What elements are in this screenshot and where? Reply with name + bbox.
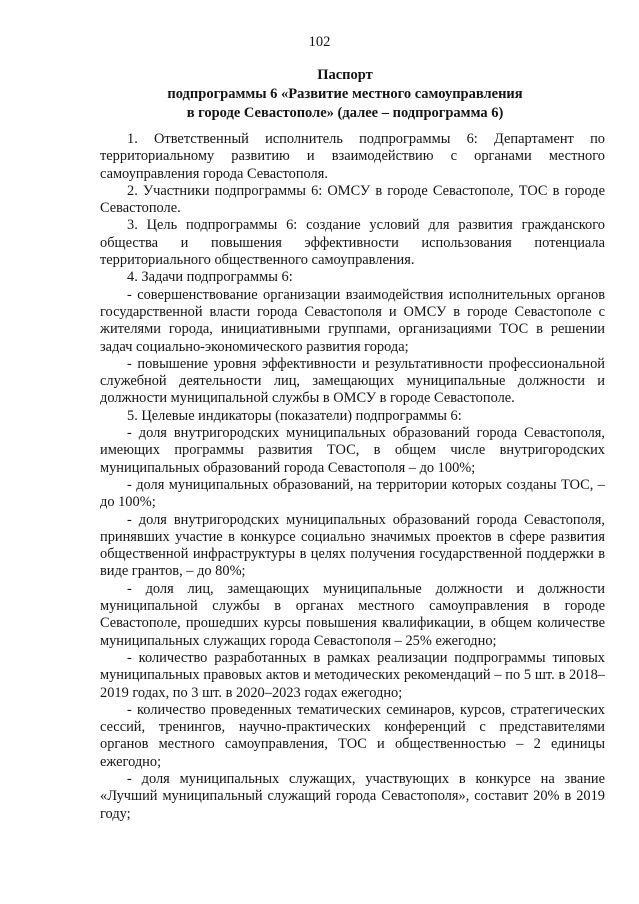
paragraph-responsible-executor: 1. Ответственный исполнитель подпрограммы 6: Департамент по территориальному развитию и взаимодействию с органами местного самоуправления города Севастополя. bbox=[100, 131, 605, 182]
paragraph-participants: 2. Участники подпрограммы 6: ОМСУ в городе Севастополе, ТОС в городе Севастополе. bbox=[100, 182, 605, 217]
paragraph-task-1: - совершенствование организации взаимодействия исполнительных органов государственной власти города Севастополя и ОМСУ в городе Севастополе с жителями города, инициативными группами, организациями ТОС в решении задач социально-экономического развития города; bbox=[100, 286, 605, 355]
title-line-2: подпрограммы 6 «Развитие местного самоуправления bbox=[167, 86, 523, 102]
page-number: 102 bbox=[308, 34, 331, 50]
paragraph-indicators-heading: 5. Целевые индикаторы (показатели) подпрограммы 6: bbox=[127, 407, 462, 424]
paragraph-indicator-1: - доля внутригородских муниципальных образований города Севастополя, имеющих программы развития ТОС, в общем числе внутригородских муниципальных образований города Севастополя – до 100%; bbox=[100, 425, 605, 476]
paragraph-tasks-heading: 4. Задачи подпрограммы 6: bbox=[127, 269, 293, 286]
paragraph-indicator-4: - доля лиц, замещающих муниципальные должности и должности муниципальной службы в органах местного самоуправления в городе Севастополе, прошедших курсы повышения квалификации, в общем количестве муниципальных служащих города Севастополя – 25% ежегодно; bbox=[100, 580, 605, 649]
paragraph-indicator-2: - доля муниципальных образований, на территории которых созданы ТОС, – до 100%; bbox=[100, 476, 605, 511]
paragraph-task-2: - повышение уровня эффективности и результативности профессиональной служебной деятельности лиц, замещающих муниципальные должности и должности муниципальной службы в ОМСУ в городе Севастополе. bbox=[100, 355, 605, 407]
paragraph-indicator-7: - доля муниципальных служащих, участвующих в конкурсе на звание «Лучший муниципальный служащий города Севастополя», составит 20% в 2019 году; bbox=[100, 770, 605, 822]
document-body bbox=[100, 131, 605, 823]
paragraph-indicator-5: - количество разработанных в рамках реализации подпрограммы типовых муниципальных правовых актов и методических рекомендаций – по 5 шт. в 2018–2019 годах, по 3 шт. в 2020–2023 годах ежегодно; bbox=[100, 649, 605, 701]
title-line-1: Паспорт bbox=[317, 67, 373, 83]
paragraph-indicator-3: - доля внутригородских муниципальных образований города Севастополя, принявших участие в конкурсе социально значимых проектов в сфере развития общественной инфраструктуры в целях получения государственной поддержки в виде грантов, – до 80%; bbox=[100, 511, 605, 580]
document-title bbox=[80, 66, 610, 123]
title-line-3: в городе Севастополе» (далее – подпрограмма 6) bbox=[186, 105, 504, 121]
paragraph-indicator-6: - количество проведенных тематических семинаров, курсов, стратегических сессий, тренингов, научно-практических конференций с представителями органов местного самоуправления, ТОС и общественностью – 2 единицы ежегодно; bbox=[100, 701, 605, 770]
paragraph-goal: 3. Цель подпрограммы 6: создание условий для развития гражданского общества и повышения эффективности использования потенциала территориального общественного самоуправления. bbox=[100, 217, 605, 269]
